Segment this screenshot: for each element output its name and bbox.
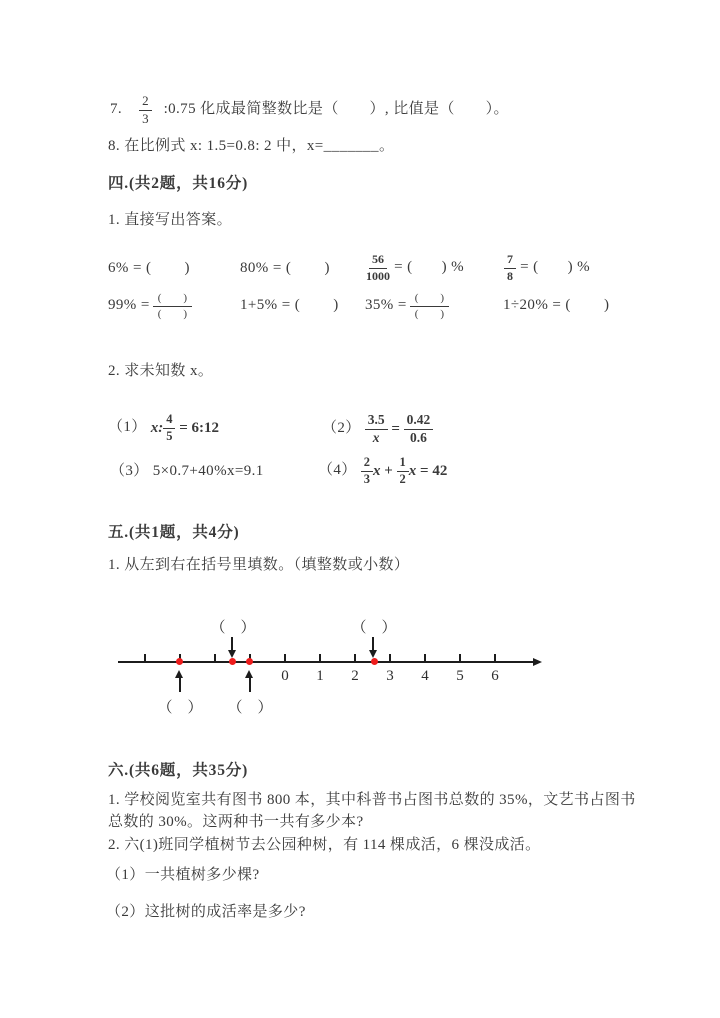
fraction-denominator: 2 xyxy=(399,471,406,486)
equation-3 xyxy=(110,459,264,485)
paren-fraction-top: ( ) xyxy=(153,292,192,307)
up-arrow-stem xyxy=(179,677,181,692)
fraction-denominator: 5 xyxy=(166,428,173,443)
equals-sign: = xyxy=(387,420,404,437)
blank-paren-top-right: （ ） xyxy=(351,620,397,636)
tick xyxy=(424,654,426,662)
problem-1-line-2: 总数的 30%。这两种书一共有多少本? xyxy=(108,814,364,830)
section-5-header: 五.(共1题，共4分) xyxy=(108,524,240,541)
percent-item-1plus5pct xyxy=(240,291,339,321)
tick xyxy=(494,654,496,662)
equation-1 xyxy=(108,412,219,444)
equation-2 xyxy=(322,408,433,450)
down-arrow-stem xyxy=(231,637,233,651)
percent-item-7-8 xyxy=(504,250,590,286)
percent-item-35pct xyxy=(365,291,449,321)
tick xyxy=(284,654,286,662)
problem-2-sub-2: （2）这批树的成活率是多少? xyxy=(106,904,306,920)
fraction-56-1000 xyxy=(366,253,390,282)
axis-label-4: 4 xyxy=(421,668,429,684)
paren-fraction-top: ( ) xyxy=(410,292,449,307)
fraction-1-2 xyxy=(397,456,409,487)
red-dot xyxy=(246,658,253,665)
fraction-numerator: 2 xyxy=(139,94,152,110)
fraction-numerator: 56 xyxy=(369,253,387,268)
equation-label: （4） xyxy=(318,462,357,479)
tick xyxy=(214,654,216,662)
percent-item-99pct xyxy=(108,291,192,321)
equation-label: （1） xyxy=(108,419,147,436)
red-dot xyxy=(176,658,183,665)
equation-term-x: x xyxy=(408,462,417,479)
fraction-numerator: 1 xyxy=(397,456,409,472)
percent-expression: 80% = ( ) xyxy=(240,260,330,277)
down-arrow-stem xyxy=(372,637,374,651)
axis-label-5: 5 xyxy=(456,668,464,684)
problem-2-sub-1: （1）一共植树多少棵? xyxy=(106,867,260,883)
fraction-numerator: 0.42 xyxy=(404,413,434,430)
fraction-numerator: 2 xyxy=(361,456,373,472)
fraction-2-3 xyxy=(361,456,373,487)
tick xyxy=(144,654,146,662)
percent-expression: 99% = xyxy=(108,297,150,314)
up-arrow-stem xyxy=(249,677,251,692)
fraction-denominator: 8 xyxy=(507,268,513,283)
equation-text: 5×0.7+40%x=9.1 xyxy=(152,463,264,480)
tick xyxy=(389,654,391,662)
plus-sign: + xyxy=(380,462,397,479)
red-dot xyxy=(229,658,236,665)
question-7 xyxy=(110,92,509,128)
fraction-numerator: 7 xyxy=(504,253,516,268)
fraction-0.42-0.6 xyxy=(404,413,434,446)
blank-paren-bottom-right: （ ） xyxy=(227,700,273,716)
fraction-4-5 xyxy=(163,413,175,444)
equation-rest: = 42 xyxy=(416,462,448,479)
axis-label-6: 6 xyxy=(491,668,499,684)
percent-item-80pct xyxy=(240,252,330,286)
down-arrow-icon xyxy=(369,650,377,658)
blank-paren-top-left: （ ） xyxy=(210,620,256,636)
tick xyxy=(459,654,461,662)
fraction-denominator: 0.6 xyxy=(410,429,427,445)
section-6-header: 六.(共6题，共35分) xyxy=(108,762,249,779)
problem-2: 2. 六(1)班同学植树节去公园种树，有 114 棵成活，6 棵没成活。 xyxy=(108,837,541,853)
paren-fraction-bottom: ( ) xyxy=(414,307,445,320)
percent-expression: = ( ) % xyxy=(390,259,465,276)
tick xyxy=(354,654,356,662)
percent-item-6pct xyxy=(108,252,190,286)
fraction-numerator: 3.5 xyxy=(365,413,388,430)
down-arrow-icon xyxy=(228,650,236,658)
section-4-header: 四.(共2题，共16分) xyxy=(108,175,249,192)
percent-expression: 6% = ( ) xyxy=(108,260,190,277)
fraction-7-8 xyxy=(504,253,516,282)
fraction-denominator: 1000 xyxy=(366,268,390,283)
equation-label: （3） xyxy=(110,463,149,480)
fraction-numerator: 4 xyxy=(163,413,175,429)
blank-paren-bottom-left: （ ） xyxy=(157,700,203,716)
axis-label-2: 2 xyxy=(351,668,359,684)
axis-label-0: 0 xyxy=(281,668,289,684)
equation-4 xyxy=(318,455,447,487)
problem-1-line-1: 1. 学校阅览室共有图书 800 本，其中科普书占图书总数的 35%，文艺书占图书 xyxy=(108,792,636,808)
percent-item-56-1000 xyxy=(366,250,464,286)
axis-arrow-icon xyxy=(533,658,542,666)
red-dot xyxy=(371,658,378,665)
percent-expression: 1+5% = ( ) xyxy=(240,297,339,314)
question-7-number: 7. xyxy=(110,101,123,118)
paren-fraction xyxy=(410,292,449,320)
question-8: 8. 在比例式 x: 1.5=0.8: 2 中，x=_______。 xyxy=(108,138,395,154)
fraction-denominator: x xyxy=(372,429,380,445)
equation-label: （2） xyxy=(322,420,361,437)
section-5-q1-title: 1. 从左到右在括号里填数。（填整数或小数） xyxy=(108,557,410,573)
question-7-text: :0.75 化成最简整数比是（ ）, 比值是（ ）。 xyxy=(163,101,509,118)
percent-item-1div20pct xyxy=(503,291,609,321)
fraction-3.5-x xyxy=(365,413,388,446)
section-4-q1-title: 1. 直接写出答案。 xyxy=(108,212,233,228)
axis-label-1: 1 xyxy=(316,668,324,684)
fraction-two-thirds xyxy=(139,94,152,126)
tick xyxy=(319,654,321,662)
equation-term-x: x: xyxy=(150,419,164,436)
percent-expression: 35% = xyxy=(365,297,407,314)
fraction-denominator: 3 xyxy=(363,471,370,486)
equation-rest: = 6:12 xyxy=(175,419,219,436)
paren-fraction xyxy=(153,292,192,320)
percent-expression: 1÷20% = ( ) xyxy=(503,297,610,314)
axis-label-3: 3 xyxy=(386,668,394,684)
fraction-denominator: 3 xyxy=(142,110,149,126)
equation-term-x: x xyxy=(372,462,381,479)
percent-expression: = ( ) % xyxy=(516,259,591,276)
paren-fraction-bottom: ( ) xyxy=(157,307,188,320)
section-4-q2-title: 2. 求未知数 x。 xyxy=(108,363,214,379)
